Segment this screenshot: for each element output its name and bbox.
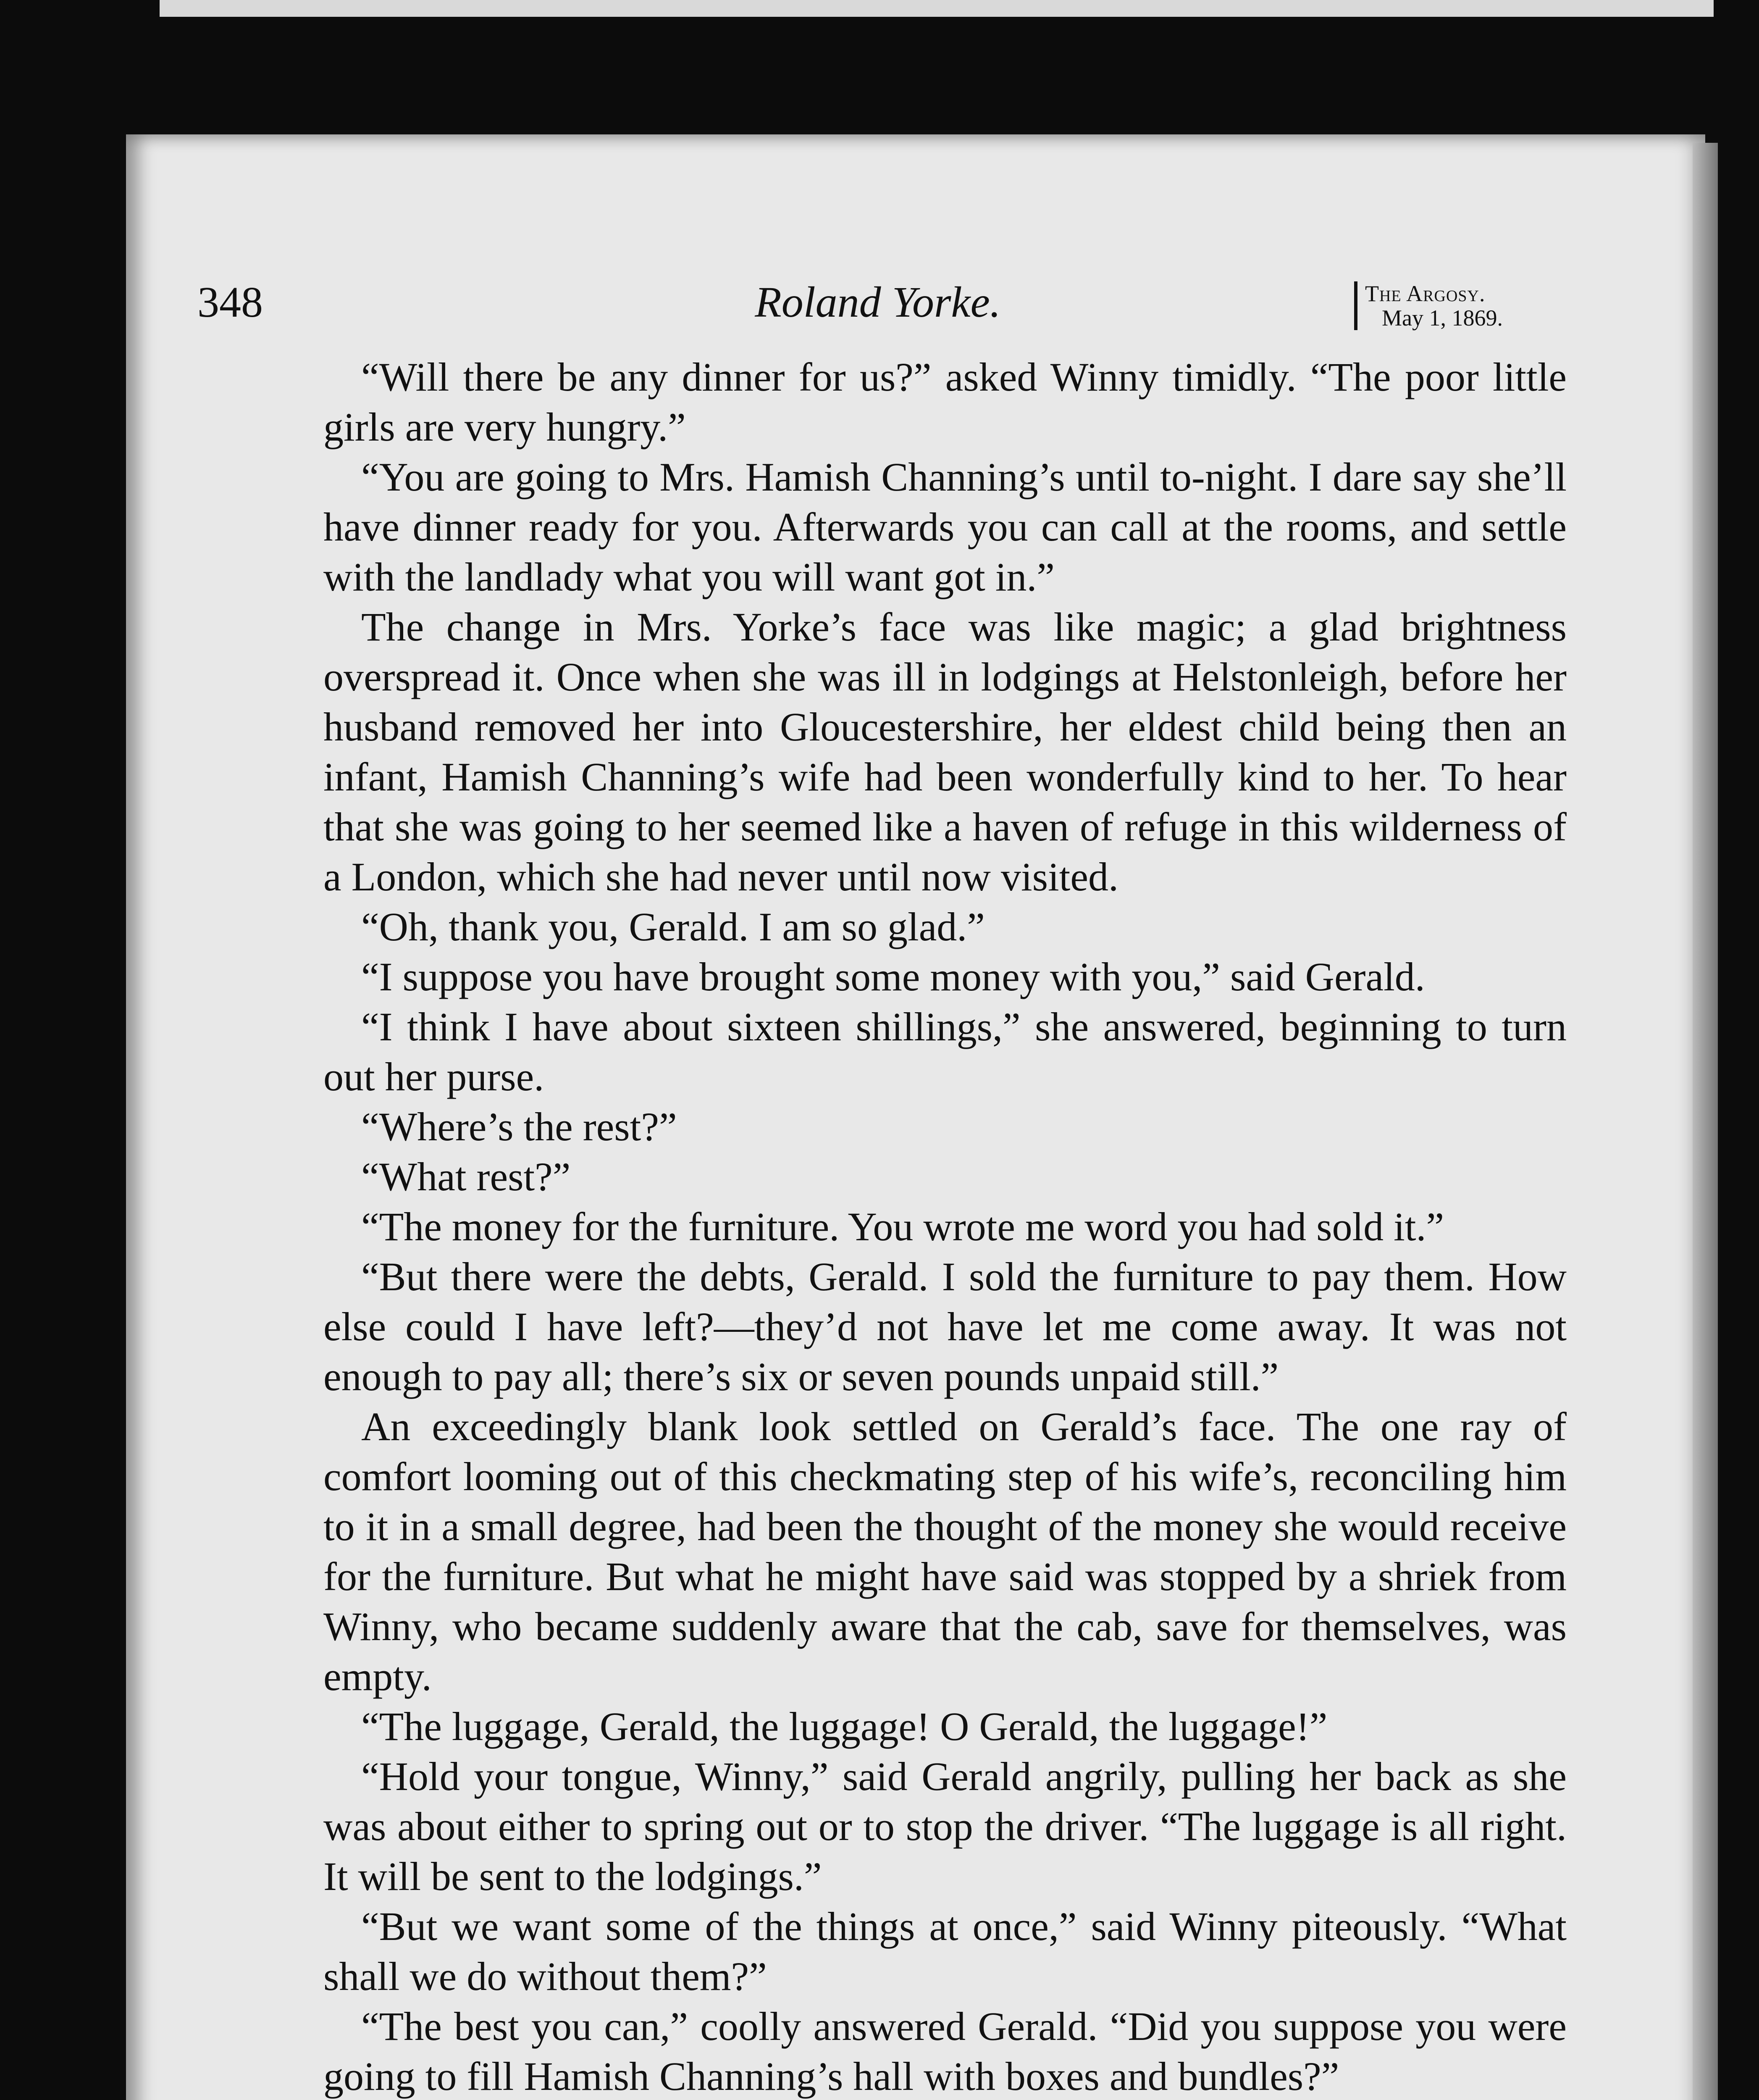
body-text xyxy=(323,352,1567,2100)
publication-date: May 1, 1869. xyxy=(1382,305,1503,331)
paragraph: “The luggage, Gerald, the luggage! O Gerald, the luggage!” xyxy=(361,1704,1328,1749)
paragraph: “What rest?” xyxy=(361,1154,571,1199)
paragraph: The change in Mrs. Yorke’s face was like magic; a glad brightness overspread it. Once when she was ill in lodgings at Helstonleigh, before her husband removed her into Gloucestershire, her eldest child being then an infant, Hamish Channing’s wife had been wonderfully kind to her. To hear that she was going to her seemed like a haven of refuge in this wilderness of a London, which she had never until now visited. xyxy=(323,604,1567,899)
paragraph: “But we want some of the things at once,” said Winny piteously. “What shall we do without them?” xyxy=(323,1904,1567,1999)
paragraph: “But there were the debts, Gerald. I sold the furniture to pay them. How else could I have left?—they’d not have let me come away. It was not enough to pay all; there’s six or seven pounds unpaid still.” xyxy=(323,1254,1567,1399)
publication-reference xyxy=(1354,281,1558,330)
paragraph: “Hold your tongue, Winny,” said Gerald angrily, pulling her back as she was about either to spring out or to stop the driver. “The luggage is all right. It will be sent to the lodgings.” xyxy=(323,1754,1567,1899)
running-header xyxy=(197,277,1558,336)
publication-name: The Argosy. xyxy=(1365,281,1486,306)
paragraph: “Oh, thank you, Gerald. I am so glad.” xyxy=(361,904,985,949)
running-title: Roland Yorke. xyxy=(755,278,1001,326)
paragraph: “The best you can,” coolly answered Gerald. “Did you suppose you were going to fill Hamish Channing’s hall with boxes and bundles?” xyxy=(323,2004,1567,2099)
page-number: 348 xyxy=(197,278,263,326)
paragraph: “I suppose you have brought some money with you,” said Gerald. xyxy=(361,954,1425,999)
adjacent-page-edge xyxy=(160,0,1714,17)
paragraph: “Will there be any dinner for us?” asked Winny timidly. “The poor little girls are very hungry.” xyxy=(323,354,1567,449)
paragraph: “Where’s the rest?” xyxy=(361,1104,677,1149)
paragraph: “You are going to Mrs. Hamish Channing’s until to-night. I dare say she’ll have dinner ready for you. Afterwards you can call at the rooms, and settle with the landlady what you will want got in.” xyxy=(323,454,1567,599)
page-fore-edge xyxy=(1693,143,1718,2100)
paragraph: “The money for the furniture. You wrote me word you had sold it.” xyxy=(361,1204,1444,1249)
paragraph: “I think I have about sixteen shillings,” she answered, beginning to turn out her purse. xyxy=(323,1004,1567,1099)
paragraph: An exceedingly blank look settled on Gerald’s face. The one ray of comfort looming out of this checkmating step of his wife’s, reconciling him to it in a small degree, had been the thought of the money she would receive for the furniture. But what he might have said was stopped by a shriek from Winny, who became suddenly aware that the cab, save for themselves, was empty. xyxy=(323,1404,1567,1699)
